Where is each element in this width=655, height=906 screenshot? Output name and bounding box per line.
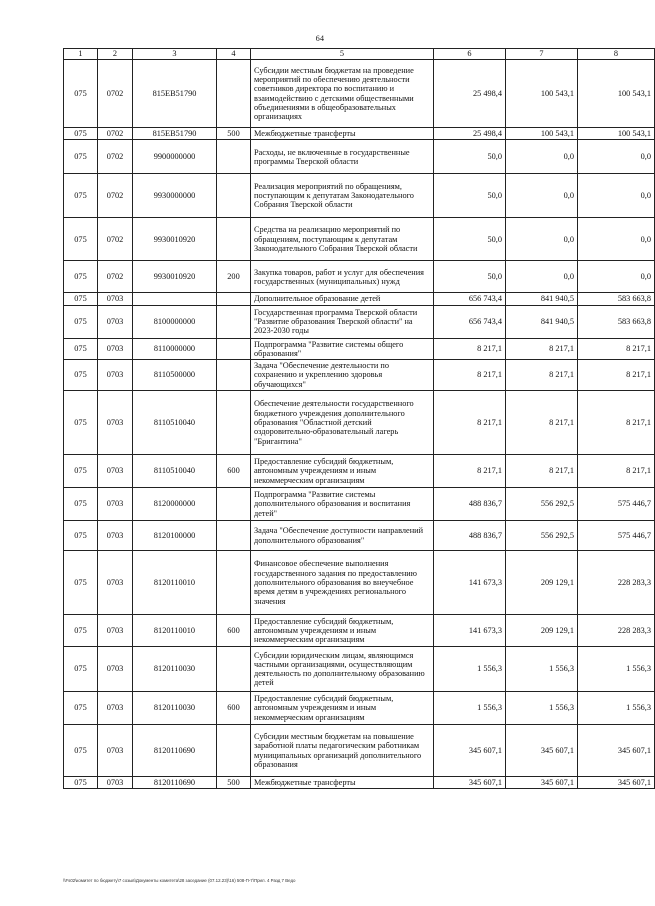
table-row [64, 521, 655, 551]
cell-admin-code: 075 [64, 391, 98, 455]
cell-amount-year-2: 1 556,3 [506, 692, 578, 725]
cell-amount-year-3: 228 283,3 [578, 551, 655, 615]
cell-amount-year-2: 556 292,5 [506, 488, 578, 521]
cell-amount-year-2: 841 940,5 [506, 293, 578, 305]
cell-expense-type: 600 [217, 692, 251, 725]
cell-amount-year-1: 8 217,1 [434, 391, 506, 455]
cell-admin-code: 075 [64, 218, 98, 261]
cell-expense-type [217, 174, 251, 218]
cell-amount-year-3: 8 217,1 [578, 455, 655, 488]
cell-amount-year-3: 0,0 [578, 218, 655, 261]
cell-admin-code: 075 [64, 615, 98, 647]
cell-name: Субсидии местным бюджетам на повышение заработной платы педагогическим работникам муниципальных организаций дополнительного образования [251, 725, 434, 777]
cell-amount-year-3: 0,0 [578, 174, 655, 218]
cell-name: Предоставление субсидий бюджетным, автономным учреждениям и иным некоммерческим организациям [251, 615, 434, 647]
cell-amount-year-3: 583 663,8 [578, 305, 655, 338]
cell-admin-code: 075 [64, 60, 98, 128]
cell-expense-type [217, 391, 251, 455]
cell-amount-year-3: 228 283,3 [578, 615, 655, 647]
cell-amount-year-3: 0,0 [578, 261, 655, 293]
cell-expense-type [217, 305, 251, 338]
cell-admin-code: 075 [64, 488, 98, 521]
table-row [64, 60, 655, 128]
cell-target-article: 8100000000 [133, 305, 217, 338]
table-row [64, 140, 655, 174]
cell-target-article: 9930010920 [133, 218, 217, 261]
cell-section-code: 0702 [98, 60, 133, 128]
cell-name: Задача "Обеспечение деятельности по сохранению и укреплению здоровья обучающихся" [251, 360, 434, 391]
cell-target-article: 8120110010 [133, 551, 217, 615]
cell-target-article: 9930010920 [133, 261, 217, 293]
cell-expense-type: 600 [217, 455, 251, 488]
cell-amount-year-1: 8 217,1 [434, 360, 506, 391]
cell-target-article: 9930000000 [133, 174, 217, 218]
cell-section-code: 0703 [98, 488, 133, 521]
cell-admin-code: 075 [64, 140, 98, 174]
cell-expense-type: 500 [217, 777, 251, 789]
cell-target-article: 8120110010 [133, 615, 217, 647]
cell-name: Субсидии юридическим лицам, являющимся частными организациями, осуществляющим деятельность по дополнительному образованию детей [251, 647, 434, 692]
cell-admin-code: 075 [64, 261, 98, 293]
cell-section-code: 0703 [98, 725, 133, 777]
header-cell: 5 [251, 49, 434, 60]
cell-amount-year-1: 25 498,4 [434, 128, 506, 140]
table-row [64, 551, 655, 615]
cell-amount-year-1: 345 607,1 [434, 777, 506, 789]
cell-admin-code: 075 [64, 521, 98, 551]
cell-amount-year-2: 0,0 [506, 174, 578, 218]
cell-target-article: 8110510040 [133, 391, 217, 455]
cell-section-code: 0703 [98, 777, 133, 789]
cell-amount-year-1: 1 556,3 [434, 692, 506, 725]
cell-target-article: 8120000000 [133, 488, 217, 521]
table-row [64, 488, 655, 521]
cell-admin-code: 075 [64, 551, 98, 615]
cell-amount-year-3: 575 446,7 [578, 488, 655, 521]
page-number: 64 [315, 34, 325, 43]
table-row [64, 261, 655, 293]
cell-name: Обеспечение деятельности государственного бюджетного учреждения дополнительного образования "Областной детский оздоровительно-образовательный лагерь "Бригантина" [251, 391, 434, 455]
cell-amount-year-3: 8 217,1 [578, 391, 655, 455]
cell-section-code: 0702 [98, 128, 133, 140]
cell-expense-type [217, 551, 251, 615]
cell-section-code: 0702 [98, 174, 133, 218]
cell-name: Средства на реализацию мероприятий по обращениям, поступающим к депутатам Законодательного Собрания Тверской области [251, 218, 434, 261]
cell-section-code: 0703 [98, 615, 133, 647]
cell-amount-year-2: 100 543,1 [506, 60, 578, 128]
table-row [64, 360, 655, 391]
cell-admin-code: 075 [64, 338, 98, 360]
cell-section-code: 0702 [98, 140, 133, 174]
cell-expense-type [217, 725, 251, 777]
cell-amount-year-1: 50,0 [434, 218, 506, 261]
table-body [64, 49, 655, 789]
cell-amount-year-3: 8 217,1 [578, 338, 655, 360]
cell-amount-year-1: 141 673,3 [434, 615, 506, 647]
table-header-row [64, 49, 655, 60]
table-row [64, 293, 655, 305]
cell-admin-code: 075 [64, 174, 98, 218]
cell-name: Финансовое обеспечение выполнения государственного задания по предоставлению дополнительного образования во внеучебное время детям в учреждениях регионального значения [251, 551, 434, 615]
cell-name: Дополнительное образование детей [251, 293, 434, 305]
footer-file-path: \\Fs02\комитет по бюджету\7 созыв\Документы комитета\28 заседание (07.12.23)\16) 508-П-7\Прил. 4 Разд 7 Ведо [63, 878, 296, 883]
cell-amount-year-1: 50,0 [434, 261, 506, 293]
cell-amount-year-1: 8 217,1 [434, 338, 506, 360]
cell-amount-year-2: 100 543,1 [506, 128, 578, 140]
table-row [64, 338, 655, 360]
header-cell: 6 [434, 49, 506, 60]
table-row [64, 174, 655, 218]
cell-admin-code: 075 [64, 777, 98, 789]
budget-table [63, 48, 655, 789]
cell-name: Субсидии местным бюджетам на проведение мероприятий по обеспечению деятельности советников директора по воспитанию и взаимодействию с детскими общественными объединениями в общеобразовательных организациях [251, 60, 434, 128]
cell-expense-type: 600 [217, 615, 251, 647]
cell-section-code: 0703 [98, 692, 133, 725]
cell-amount-year-1: 488 836,7 [434, 521, 506, 551]
cell-name: Подпрограмма "Развитие системы дополнительного образования и воспитания детей" [251, 488, 434, 521]
cell-expense-type [217, 360, 251, 391]
cell-amount-year-1: 656 743,4 [434, 293, 506, 305]
header-cell: 3 [133, 49, 217, 60]
cell-amount-year-2: 841 940,5 [506, 305, 578, 338]
table-row [64, 647, 655, 692]
table-row [64, 777, 655, 789]
cell-amount-year-1: 656 743,4 [434, 305, 506, 338]
cell-expense-type [217, 218, 251, 261]
cell-expense-type [217, 338, 251, 360]
cell-amount-year-2: 0,0 [506, 261, 578, 293]
cell-amount-year-1: 8 217,1 [434, 455, 506, 488]
cell-section-code: 0703 [98, 647, 133, 692]
table-row [64, 725, 655, 777]
cell-amount-year-1: 50,0 [434, 140, 506, 174]
cell-amount-year-2: 209 129,1 [506, 615, 578, 647]
cell-name: Задача "Обеспечение доступности направлений дополнительного образования" [251, 521, 434, 551]
cell-name: Закупка товаров, работ и услуг для обеспечения государственных (муниципальных) нужд [251, 261, 434, 293]
cell-amount-year-3: 100 543,1 [578, 128, 655, 140]
cell-section-code: 0703 [98, 455, 133, 488]
cell-section-code: 0703 [98, 360, 133, 391]
cell-name: Подпрограмма "Развитие системы общего образования" [251, 338, 434, 360]
cell-amount-year-1: 50,0 [434, 174, 506, 218]
cell-target-article: 8120110030 [133, 647, 217, 692]
cell-amount-year-3: 1 556,3 [578, 647, 655, 692]
cell-section-code: 0703 [98, 305, 133, 338]
cell-expense-type [217, 140, 251, 174]
cell-amount-year-2: 345 607,1 [506, 725, 578, 777]
cell-amount-year-3: 1 556,3 [578, 692, 655, 725]
cell-amount-year-2: 345 607,1 [506, 777, 578, 789]
cell-amount-year-1: 345 607,1 [434, 725, 506, 777]
cell-amount-year-2: 8 217,1 [506, 338, 578, 360]
cell-amount-year-3: 100 543,1 [578, 60, 655, 128]
cell-amount-year-3: 345 607,1 [578, 777, 655, 789]
cell-section-code: 0703 [98, 521, 133, 551]
cell-admin-code: 075 [64, 293, 98, 305]
cell-admin-code: 075 [64, 360, 98, 391]
table-row [64, 692, 655, 725]
cell-amount-year-2: 1 556,3 [506, 647, 578, 692]
cell-amount-year-3: 345 607,1 [578, 725, 655, 777]
cell-amount-year-2: 0,0 [506, 218, 578, 261]
cell-amount-year-2: 8 217,1 [506, 391, 578, 455]
cell-target-article: 8110510040 [133, 455, 217, 488]
cell-expense-type: 200 [217, 261, 251, 293]
cell-expense-type [217, 647, 251, 692]
cell-expense-type: 500 [217, 128, 251, 140]
header-cell: 4 [217, 49, 251, 60]
cell-name: Реализация мероприятий по обращениям, поступающим к депутатам Законодательного Собрания Тверской области [251, 174, 434, 218]
cell-target-article: 815EB51790 [133, 128, 217, 140]
cell-admin-code: 075 [64, 647, 98, 692]
cell-section-code: 0703 [98, 293, 133, 305]
cell-amount-year-3: 575 446,7 [578, 521, 655, 551]
cell-target-article: 8120110690 [133, 725, 217, 777]
cell-target-article: 8120100000 [133, 521, 217, 551]
table-row [64, 218, 655, 261]
header-cell: 1 [64, 49, 98, 60]
cell-name: Предоставление субсидий бюджетным, автономным учреждениям и иным некоммерческим организациям [251, 692, 434, 725]
cell-section-code: 0702 [98, 261, 133, 293]
cell-expense-type [217, 521, 251, 551]
cell-section-code: 0703 [98, 391, 133, 455]
cell-target-article [133, 293, 217, 305]
cell-target-article: 8120110690 [133, 777, 217, 789]
cell-expense-type [217, 293, 251, 305]
header-cell: 8 [578, 49, 655, 60]
cell-target-article: 815EB51790 [133, 60, 217, 128]
cell-admin-code: 075 [64, 692, 98, 725]
table-row [64, 128, 655, 140]
cell-amount-year-2: 209 129,1 [506, 551, 578, 615]
cell-target-article: 8110500000 [133, 360, 217, 391]
cell-amount-year-2: 8 217,1 [506, 455, 578, 488]
table-row [64, 615, 655, 647]
cell-target-article: 9900000000 [133, 140, 217, 174]
cell-name: Предоставление субсидий бюджетным, автономным учреждениям и иным некоммерческим организациям [251, 455, 434, 488]
cell-amount-year-3: 583 663,8 [578, 293, 655, 305]
cell-admin-code: 075 [64, 305, 98, 338]
cell-section-code: 0703 [98, 551, 133, 615]
cell-admin-code: 075 [64, 455, 98, 488]
cell-expense-type [217, 60, 251, 128]
cell-admin-code: 075 [64, 725, 98, 777]
table-row [64, 305, 655, 338]
cell-amount-year-2: 556 292,5 [506, 521, 578, 551]
cell-amount-year-2: 0,0 [506, 140, 578, 174]
cell-amount-year-1: 488 836,7 [434, 488, 506, 521]
header-cell: 2 [98, 49, 133, 60]
cell-name: Межбюджетные трансферты [251, 128, 434, 140]
cell-name: Государственная программа Тверской области "Развитие образования Тверской области" на 2023-2030 годы [251, 305, 434, 338]
cell-target-article: 8110000000 [133, 338, 217, 360]
header-cell: 7 [506, 49, 578, 60]
cell-amount-year-1: 141 673,3 [434, 551, 506, 615]
cell-section-code: 0703 [98, 338, 133, 360]
cell-amount-year-1: 1 556,3 [434, 647, 506, 692]
cell-amount-year-1: 25 498,4 [434, 60, 506, 128]
cell-expense-type [217, 488, 251, 521]
cell-amount-year-2: 8 217,1 [506, 360, 578, 391]
cell-name: Расходы, не включенные в государственные программы Тверской области [251, 140, 434, 174]
cell-name: Межбюджетные трансферты [251, 777, 434, 789]
cell-admin-code: 075 [64, 128, 98, 140]
cell-target-article: 8120110030 [133, 692, 217, 725]
table-row [64, 455, 655, 488]
table-row [64, 391, 655, 455]
cell-amount-year-3: 0,0 [578, 140, 655, 174]
cell-section-code: 0702 [98, 218, 133, 261]
cell-amount-year-3: 8 217,1 [578, 360, 655, 391]
